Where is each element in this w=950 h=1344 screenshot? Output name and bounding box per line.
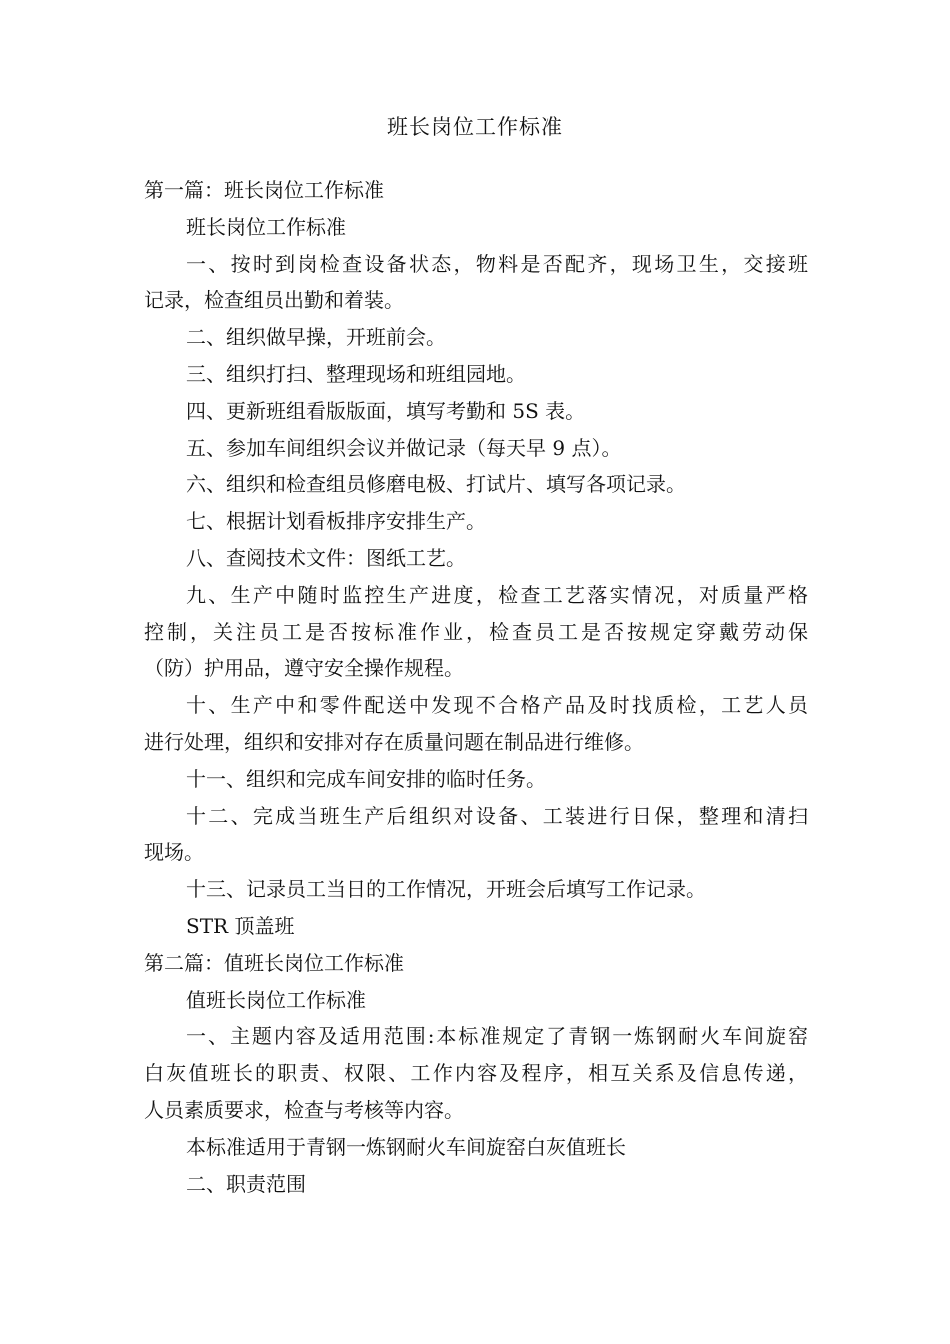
section-heading: 第一篇：班长岗位工作标准: [144, 178, 384, 202]
paragraph-line: 十二、完成当班生产后组织对设备、工装进行日保，整理和清扫: [186, 803, 808, 828]
paragraph-line: 九、生产中随时监控生产进度，检查工艺落实情况，对质量严格: [186, 582, 808, 607]
paragraph-line: 进行处理，组织和安排对存在质量问题在制品进行维修。: [144, 729, 644, 754]
paragraph-line: 十一、组织和完成车间安排的临时任务。: [186, 766, 546, 791]
document-title: 班长岗位工作标准: [387, 115, 563, 139]
document-body: [144, 172, 808, 1202]
paragraph-line: 控制，关注员工是否按标准作业，检查员工是否按规定穿戴劳动保: [144, 619, 808, 644]
paragraph-line: 六、组织和检查组员修磨电极、打试片、填写各项记录。: [186, 472, 686, 497]
paragraph-line: 人员素质要求，检查与考核等内容。: [144, 1097, 464, 1122]
paragraph-line: 二、组织做早操，开班前会。: [186, 325, 446, 350]
paragraph-line: 十、生产中和零件配送中发现不合格产品及时找质检，工艺人员: [186, 693, 808, 718]
paragraph-line: 二、职责范围: [186, 1171, 306, 1196]
paragraph-line: 白灰值班长的职责、权限、工作内容及程序，相互关系及信息传递，: [144, 1061, 808, 1086]
paragraph-line: 七、根据计划看板排序安排生产。: [186, 509, 486, 534]
paragraph-line: 现场。: [144, 840, 204, 865]
paragraph-line: 三、组织打扫、整理现场和班组园地。: [186, 361, 526, 386]
paragraph-line: 十三、记录员工当日的工作情况，开班会后填写工作记录。: [186, 877, 706, 902]
paragraph-line: 八、查阅技术文件：图纸工艺。: [186, 545, 466, 570]
paragraph-line: （防）护用品，遵守安全操作规程。: [144, 656, 464, 681]
paragraph-line: 本标准适用于青钢一炼钢耐火车间旋窑白灰值班长: [186, 1134, 626, 1159]
paragraph-line: 一、主题内容及适用范围:本标准规定了青钢一炼钢耐火车间旋窑: [186, 1024, 808, 1049]
paragraph-line: 五、参加车间组织会议并做记录（每天早 9 点）。: [186, 435, 622, 460]
paragraph-line: STR 顶盖班: [186, 913, 295, 938]
paragraph-line: 四、更新班组看版版面，填写考勤和 5S 表。: [186, 398, 586, 423]
subheading: 值班长岗位工作标准: [186, 987, 366, 1012]
paragraph-line: 记录，检查组员出勤和着装。: [144, 288, 404, 313]
subheading: 班长岗位工作标准: [186, 214, 346, 239]
paragraph-line: 一、按时到岗检查设备状态，物料是否配齐，现场卫生，交接班: [186, 251, 808, 276]
section-heading: 第二篇：值班长岗位工作标准: [144, 950, 404, 975]
